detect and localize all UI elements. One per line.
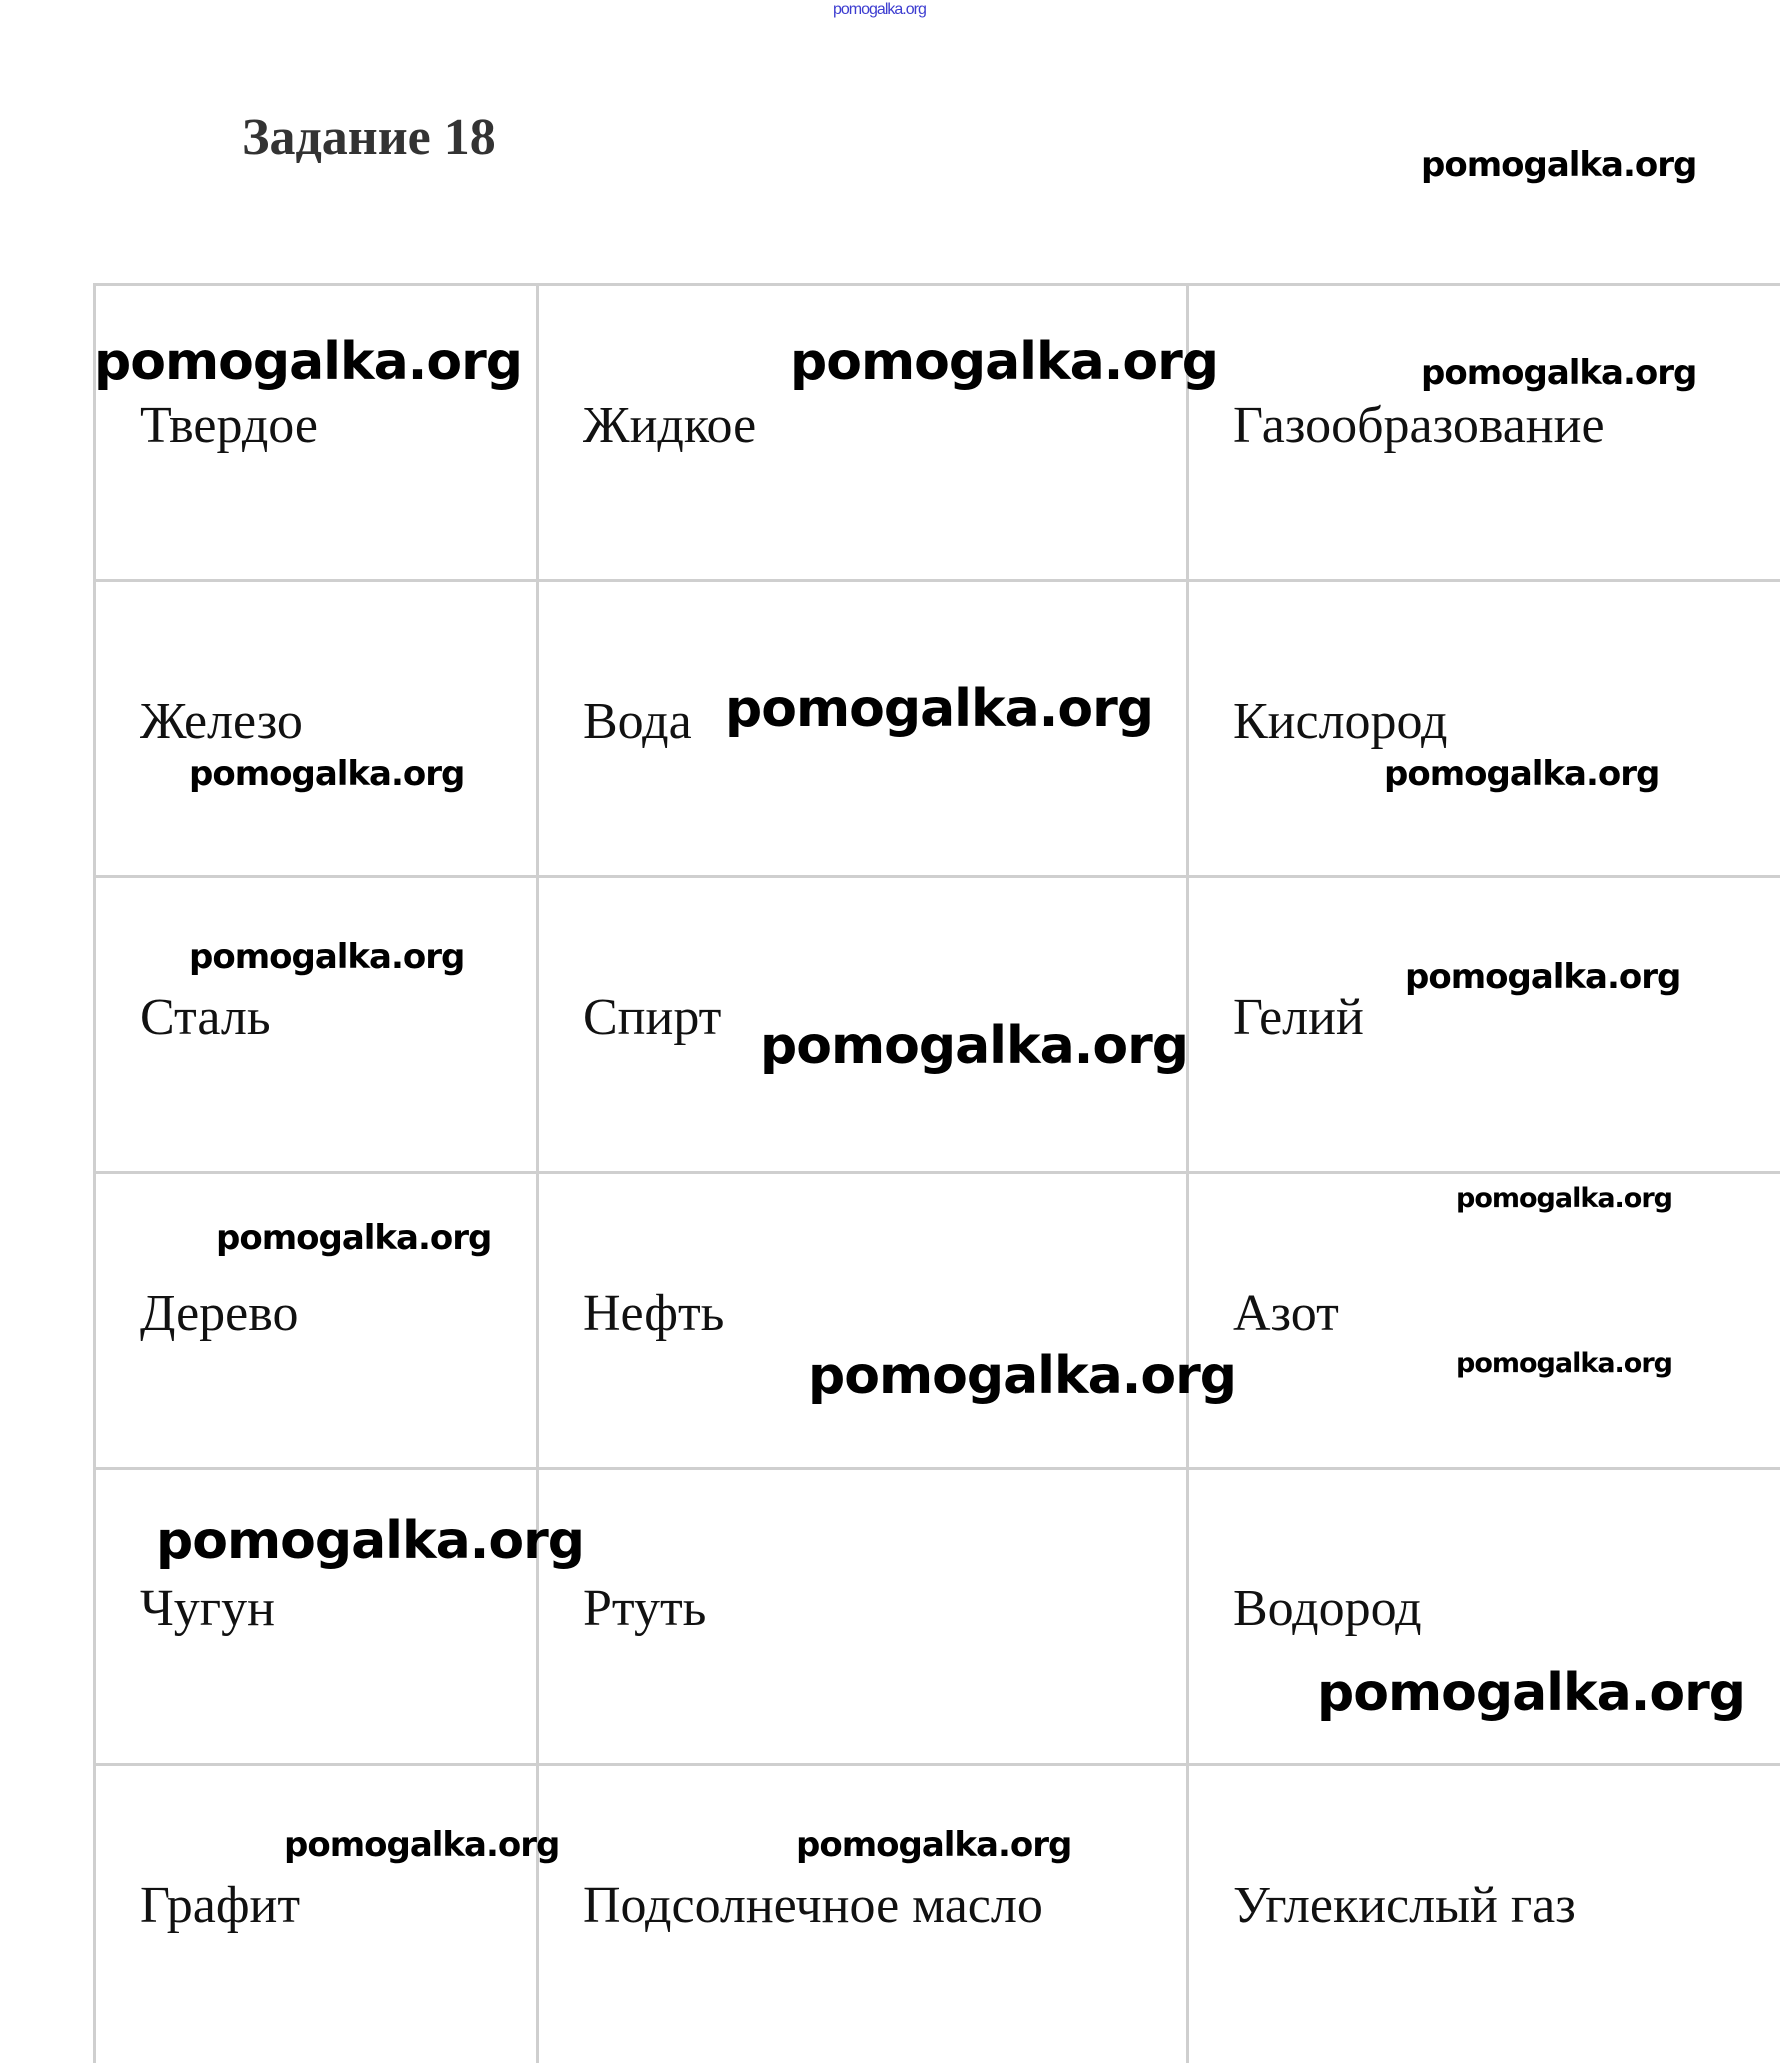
watermark: pomogalka.org [796,1825,1072,1865]
cards-table [93,283,1780,2063]
watermark: pomogalka.org [284,1825,560,1865]
grid-line [93,579,1780,582]
watermark: pomogalka.org [725,679,1154,739]
cell-label: Жидкое [583,397,757,454]
watermark: pomogalka.org [1456,1348,1672,1379]
watermark: pomogalka.org [156,1511,585,1571]
cell-label: Углекислый газ [1233,1877,1576,1934]
grid-line [93,875,1780,878]
cell-label: Спирт [583,989,722,1046]
grid-line [93,1467,1780,1470]
cell-label: Кислород [1233,693,1448,750]
watermark: pomogalka.org [94,332,523,392]
watermark: pomogalka.org [216,1218,492,1258]
watermark: pomogalka.org [1421,145,1697,185]
top-site-link[interactable]: pomogalka.org [833,1,926,18]
cell-label: Сталь [140,989,271,1046]
page-title: Задание 18 [242,109,496,166]
watermark: pomogalka.org [1421,353,1697,393]
watermark: pomogalka.org [760,1016,1189,1076]
watermark: pomogalka.org [1384,754,1660,794]
cell-label: Водород [1233,1580,1422,1637]
watermark: pomogalka.org [189,754,465,794]
cell-label: Графит [140,1877,301,1934]
watermark: pomogalka.org [189,937,465,977]
cell-label: Железо [140,693,303,750]
watermark: pomogalka.org [790,332,1219,392]
cell-label: Нефть [583,1285,725,1342]
cell-label: Дерево [140,1285,299,1342]
cell-label: Гелий [1233,989,1364,1046]
cell-label: Вода [583,693,692,750]
cell-label: Чугун [140,1580,275,1637]
watermark: pomogalka.org [1405,957,1681,997]
cell-label: Газообразование [1233,397,1605,454]
watermark: pomogalka.org [808,1346,1237,1406]
watermark: pomogalka.org [1456,1183,1672,1214]
cell-label: Твердое [140,397,318,454]
cell-label: Азот [1233,1285,1339,1342]
cell-label: Ртуть [583,1580,707,1637]
grid-line [93,283,1780,286]
cell-label: Подсолнечное масло [583,1877,1043,1934]
grid-line [93,1171,1780,1174]
grid-line [93,1763,1780,1766]
watermark: pomogalka.org [1317,1663,1746,1723]
